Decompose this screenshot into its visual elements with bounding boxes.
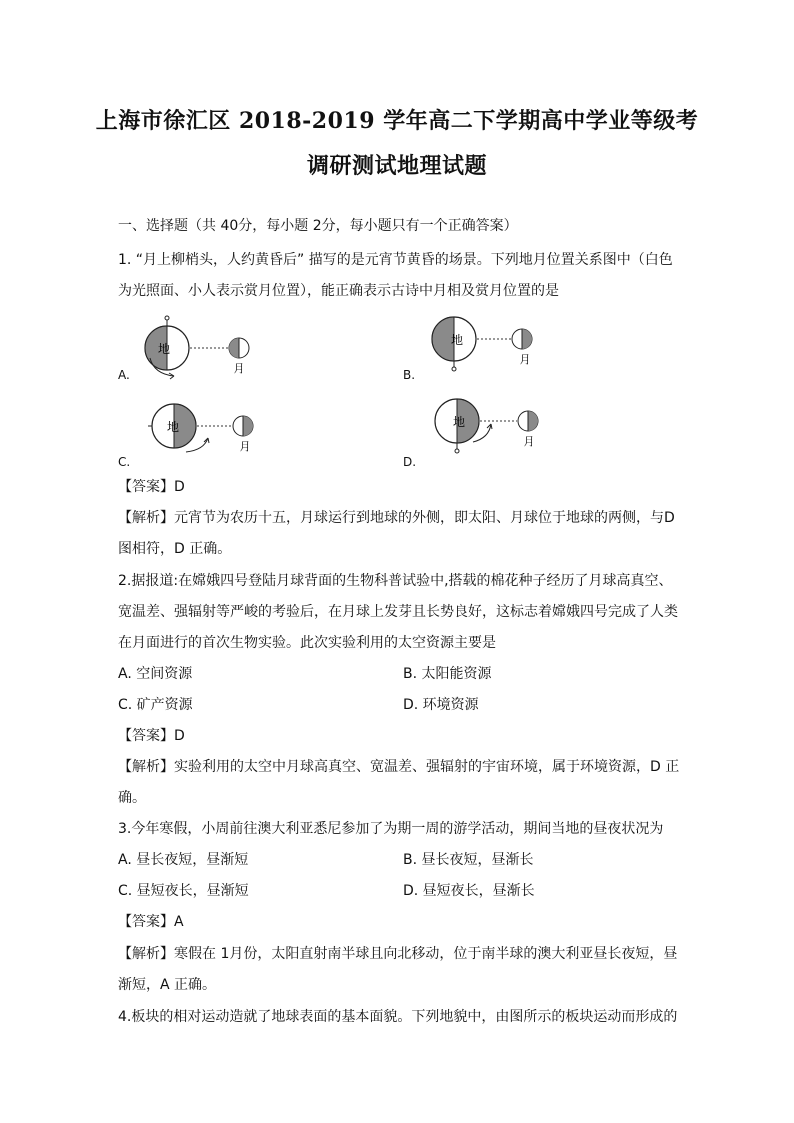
figure-d bbox=[403, 394, 573, 464]
q2-option-d: D. 环境资源 bbox=[403, 697, 479, 713]
q2-stem-line-2: 宽温差、强辐射等严峻的考验后，在月球上发芽且长势良好，这标志着嫦娥四号完成了人类 bbox=[118, 604, 678, 620]
q2-stem-line-1: 2.据报道:在嫦娥四号登陆月球背面的生物科普试验中,搭载的棉花种子经历了月球高真空、 bbox=[118, 573, 673, 589]
fig-b-moon-label: 月 bbox=[519, 353, 531, 366]
q3-option-d: D. 昼短夜长，昼渐长 bbox=[403, 883, 535, 899]
q1-analysis-line-1: 【解析】元宵节为农历十五，月球运行到地球的外侧，即太阳、月球位于地球的两侧，与D bbox=[118, 510, 675, 526]
figure-c bbox=[118, 394, 288, 464]
q1-answer: 【答案】D bbox=[118, 479, 185, 495]
section-header: 一、选择题（共 40分，每小题 2分，每小题只有一个正确答案） bbox=[118, 218, 518, 234]
q2-stem-line-3: 在月面进行的首次生物实验。此次实验利用的太空资源主要是 bbox=[118, 635, 496, 651]
fig-a-moon-label: 月 bbox=[233, 362, 245, 375]
fig-b-earth-label: 地 bbox=[450, 333, 464, 347]
q3-analysis-line-1: 【解析】寒假在 1月份，太阳直射南半球且向北移动，位于南半球的澳大利亚昼长夜短，昼 bbox=[118, 946, 678, 962]
figure-b-label: B. bbox=[403, 368, 416, 382]
figure-a-label: A. bbox=[118, 368, 130, 382]
q3-option-a: A. 昼长夜短，昼渐短 bbox=[118, 852, 249, 868]
q2-analysis-line-2: 确。 bbox=[118, 790, 146, 806]
q2-option-a: A. 空间资源 bbox=[118, 666, 193, 682]
q1-analysis-line-2: 图相符，D 正确。 bbox=[118, 541, 232, 557]
fig-d-moon-label: 月 bbox=[523, 435, 535, 448]
q2-option-b: B. 太阳能资源 bbox=[403, 666, 492, 682]
fig-c-moon-label: 月 bbox=[239, 440, 251, 453]
q3-option-b: B. 昼长夜短，昼渐长 bbox=[403, 852, 534, 868]
q3-option-c: C. 昼短夜长，昼渐短 bbox=[118, 883, 249, 899]
fig-a-earth-label: 地 bbox=[157, 342, 171, 356]
fig-d-earth-label: 地 bbox=[452, 415, 466, 429]
q1-stem-line-1: 1. “月上柳梢头，人约黄昏后” 描写的是元宵节黄昏的场景。下列地月位置关系图中（白色 bbox=[118, 252, 673, 268]
q3-answer: 【答案】A bbox=[118, 914, 184, 930]
q2-answer: 【答案】D bbox=[118, 728, 185, 744]
page-title-line-2: 调研测试地理试题 bbox=[306, 153, 487, 179]
q1-stem-line-2: 为光照面、小人表示赏月位置），能正确表示古诗中月相及赏月位置的是 bbox=[118, 283, 559, 299]
figure-d-label: D. bbox=[403, 455, 417, 469]
q2-option-c: C. 矿产资源 bbox=[118, 697, 193, 713]
q2-analysis-line-1: 【解析】实验利用的太空中月球高真空、宽温差、强辐射的宇宙环境，属于环境资源，D 正 bbox=[118, 759, 680, 775]
figure-a bbox=[118, 312, 288, 382]
fig-c-earth-label: 地 bbox=[166, 420, 180, 434]
page-title-line-1: 上海市徐汇区 2018-2019 学年高二下学期高中学业等级考 bbox=[95, 108, 699, 134]
figure-c-label: C. bbox=[118, 455, 131, 469]
q3-analysis-line-2: 渐短，A 正确。 bbox=[118, 977, 217, 993]
q4-stem-line-1: 4.板块的相对运动造就了地球表面的基本面貌。下列地貌中，由图所示的板块运动而形成的 bbox=[118, 1009, 678, 1025]
figure-b bbox=[403, 312, 573, 382]
q3-stem: 3.今年寒假，小周前往澳大利亚悉尼参加了为期一周的游学活动，期间当地的昼夜状况为 bbox=[118, 821, 664, 837]
